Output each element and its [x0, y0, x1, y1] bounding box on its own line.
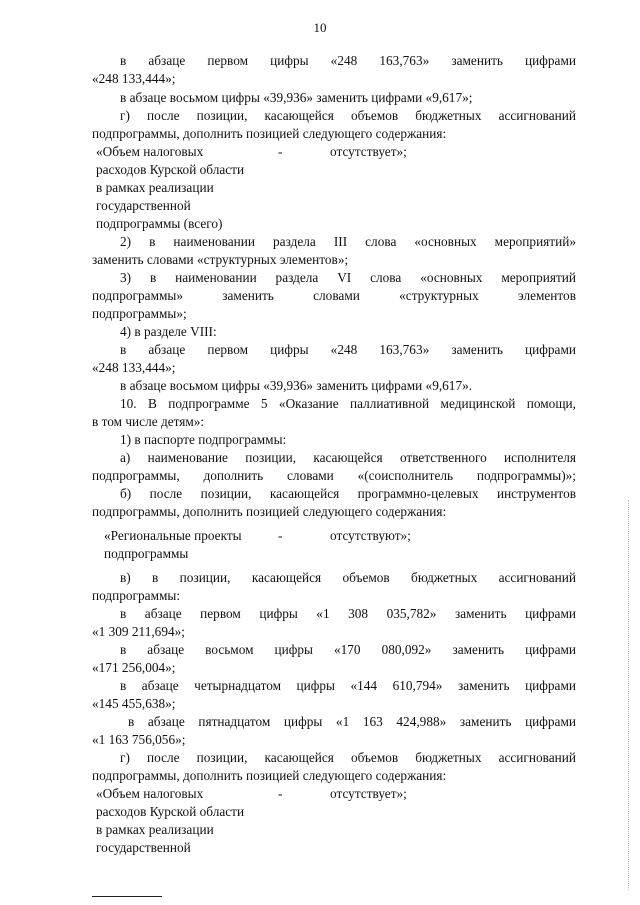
table-label-line: «Объем налоговых [96, 144, 204, 159]
text-line: подпрограммы» заменить словами «структурных элементов [92, 288, 576, 303]
text-line: в абзаце четырнадцатом цифры «144 610,794» заменить цифрами [120, 678, 576, 693]
text-line: «248 133,444»; [92, 71, 176, 86]
text-line: в абзаце первом цифры «1 308 035,782» заменить цифрами [120, 606, 576, 621]
text-line: подпрограммы, дополнить позицией следующего содержания: [92, 504, 447, 519]
table-label-line: подпрограммы (всего) [96, 216, 223, 231]
text-line: в) в позиции, касающейся объемов бюджетных ассигнований [120, 570, 576, 585]
text-line: «1 309 211,694»; [92, 624, 185, 639]
table-label-line: государственной [96, 840, 191, 855]
text-line: «145 455,638»; [92, 696, 176, 711]
table-label-line: подпрограммы [104, 546, 189, 561]
text-line: «248 133,444»; [92, 360, 176, 375]
text-line: г) после позиции, касающейся объемов бюджетных ассигнований [120, 108, 576, 123]
text-line: заменить словами «структурных элементов»; [92, 252, 349, 267]
text-line: б) после позиции, касающейся программно-целевых инструментов [120, 486, 576, 501]
text-line: 1) в паспорте подпрограммы: [120, 432, 287, 447]
table-dash: - [278, 144, 283, 159]
text-line: 10. В подпрограмме 5 «Оказание паллиативной медицинской помощи, [120, 396, 576, 411]
table-value: отсутствуют»; [330, 528, 411, 543]
table-label-line: расходов Курской области [96, 162, 245, 177]
text-line: г) после позиции, касающейся объемов бюджетных ассигнований [120, 750, 576, 765]
text-line: подпрограммы, дополнить словами «(соисполнитель подпрограммы)»; [92, 468, 576, 483]
text-line: а) наименование позиции, касающейся ответственного исполнителя [120, 450, 576, 465]
text-line: подпрограммы, дополнить позицией следующего содержания: [92, 768, 447, 783]
text-line: 3) в наименовании раздела VI слова «основных мероприятий [120, 270, 576, 285]
table-label-line: расходов Курской области [96, 804, 245, 819]
table-label-line: в рамках реализации [96, 180, 214, 195]
text-line: «171 256,004»; [92, 660, 176, 675]
text-line: в том числе детям»: [92, 414, 205, 429]
table-dash: - [278, 786, 283, 801]
text-line: в абзаце восьмом цифры «39,936» заменить цифрами «9,617»; [120, 90, 473, 105]
text-line: «1 163 756,056»; [92, 732, 186, 747]
table-label-line: в рамках реализации [96, 822, 214, 837]
text-line: в абзаце первом цифры «248 163,763» заменить цифрами [120, 53, 576, 68]
footer-rule [92, 896, 162, 897]
page-number: 10 [313, 20, 327, 35]
table-value: отсутствует»; [330, 144, 407, 159]
table-label-line: «Региональные проекты [104, 528, 242, 543]
scan-margin-mark [628, 500, 630, 890]
table-dash: - [278, 528, 283, 543]
text-line: подпрограммы: [92, 588, 181, 603]
table-label-line: государственной [96, 198, 191, 213]
text-line: в абзаце восьмом цифры «39,936» заменить цифрами «9,617». [120, 378, 473, 393]
text-line: 2) в наименовании раздела III слова «основных мероприятий» [120, 234, 576, 249]
text-line: в абзаце восьмом цифры «170 080,092» заменить цифрами [120, 642, 576, 657]
text-line: в абзаце пятнадцатом цифры «1 163 424,988» заменить цифрами [128, 714, 576, 729]
table-label-line: «Объем налоговых [96, 786, 204, 801]
text-line: подпрограммы»; [92, 306, 187, 321]
text-line: подпрограммы, дополнить позицией следующего содержания: [92, 126, 447, 141]
table-value: отсутствует»; [330, 786, 407, 801]
text-line: в абзаце первом цифры «248 163,763» заменить цифрами [120, 342, 576, 357]
text-line: 4) в разделе VIII: [120, 324, 217, 339]
